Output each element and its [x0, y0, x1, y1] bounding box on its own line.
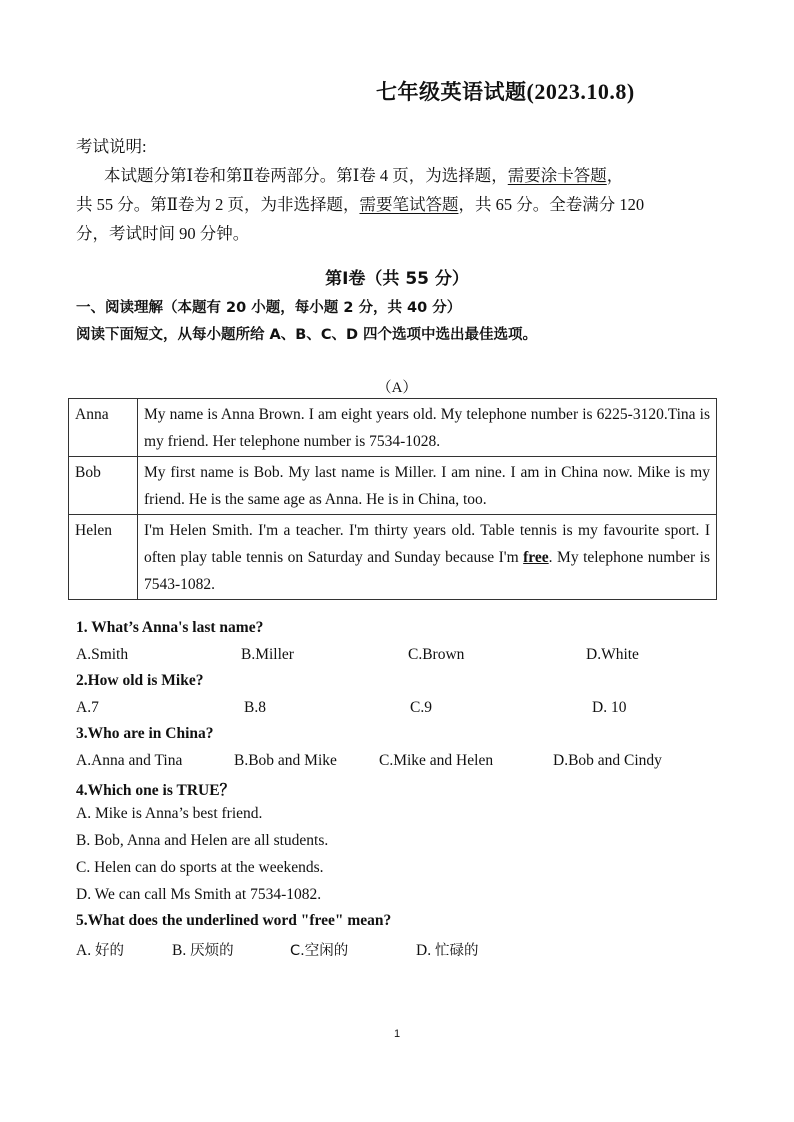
instructions-text: ，共 65 分。全卷满分 120 [458, 195, 645, 214]
question-4: 4.Which one is TRUE？ [76, 782, 236, 799]
option-b: B.8 [244, 699, 266, 716]
person-text: My first name is Bob. My last name is Miller. I am nine. I am in China now. Mike is my friend. He is the same age as Anna. He is in China, too. [138, 457, 717, 515]
exam-title-date: (2023.10.8) [526, 79, 635, 104]
option-d [416, 939, 478, 960]
option-letter: A. [76, 942, 92, 959]
instructions-underlined: 需要笔试答题 [359, 195, 459, 214]
option-letter: D. [416, 942, 432, 959]
option-a: A. Mike is Anna’s best friend. [76, 805, 263, 822]
exam-title [376, 76, 635, 106]
option-text: 好的 [94, 943, 124, 959]
option-c: C. Helen can do sports at the weekends. [76, 859, 324, 876]
option-text: 厌烦的 [190, 943, 234, 959]
option-a: A.Anna and Tina [76, 752, 183, 769]
option-text: 忙碌的 [434, 943, 479, 959]
question-2: 2.How old is Mike? [76, 672, 204, 689]
table-row [69, 457, 717, 515]
option-b: B.Bob and Mike [234, 752, 337, 769]
exam-instructions [76, 132, 726, 248]
person-name: Anna [69, 399, 138, 457]
instructions-line-3: 分，考试时间 90 分钟。 [76, 224, 250, 243]
person-text [138, 515, 717, 600]
question-3: 3.Who are in China? [76, 725, 214, 742]
table-row [69, 399, 717, 457]
option-b: B.Miller [241, 646, 294, 663]
option-letter: B. [172, 942, 187, 959]
question-1: 1. What’s Anna's last name? [76, 619, 264, 636]
instructions-underlined: 需要涂卡答题 [507, 166, 607, 185]
part-description: 阅读下面短文，从每小题所给 A、B、C、D 四个选项中选出最佳选项。 [76, 327, 538, 343]
option-c: C.Brown [408, 646, 465, 663]
option-c: C.9 [410, 699, 432, 716]
option-a: A.7 [76, 699, 99, 716]
passage-table [68, 398, 717, 600]
instructions-heading: 考试说明: [76, 137, 147, 156]
part-heading: 一、阅读理解（本题有 20 小题，每小题 2 分，共 40 分） [76, 300, 462, 316]
instructions-line-2 [76, 190, 726, 219]
instructions-text: 共 55 分。第Ⅱ卷为 2 页，为非选择题， [76, 195, 360, 214]
option-c: C.空闲的 [290, 943, 349, 959]
option-c: C.Mike and Helen [379, 752, 494, 769]
person-name: Bob [69, 457, 138, 515]
option-d: D.White [586, 646, 639, 663]
question-5: 5.What does the underlined word "free" mean? [76, 912, 392, 929]
option-a [76, 939, 124, 960]
person-text-part: I'm Helen Smith. I'm a teacher. I'm thirty years old. Table tennis is my favourite sport. I often play table tennis on Saturday and Sunday because I'm [144, 522, 710, 566]
option-d: D. We can call Ms Smith at 7534-1082. [76, 886, 322, 903]
option-b: B. Bob, Anna and Helen are all students. [76, 832, 329, 849]
option-b [172, 939, 234, 960]
instructions-line-1 [76, 161, 726, 190]
page-number: 1 [393, 1028, 401, 1040]
person-name: Helen [69, 515, 138, 600]
passage-label: （A） [376, 380, 418, 396]
instructions-text: ， [606, 166, 624, 185]
option-d: D. 10 [592, 699, 627, 716]
table-row [69, 515, 717, 600]
instructions-text: 本试题分第Ⅰ卷和第Ⅱ卷两部分。第Ⅰ卷 4 页，为选择题， [104, 166, 508, 185]
person-text-part: . My telephone number is 7543-1082. [144, 549, 710, 593]
person-text: My name is Anna Brown. I am eight years old. My telephone number is 6225-3120.Tina is my friend. Her telephone number is 7534-1028. [138, 399, 717, 457]
option-a: A.Smith [76, 646, 129, 663]
underlined-word-free: free [523, 549, 549, 566]
exam-title-main: 七年级英语试题 [376, 80, 527, 104]
option-d: D.Bob and Cindy [553, 752, 662, 769]
section-title: 第Ⅰ卷（共 55 分） [325, 269, 469, 289]
